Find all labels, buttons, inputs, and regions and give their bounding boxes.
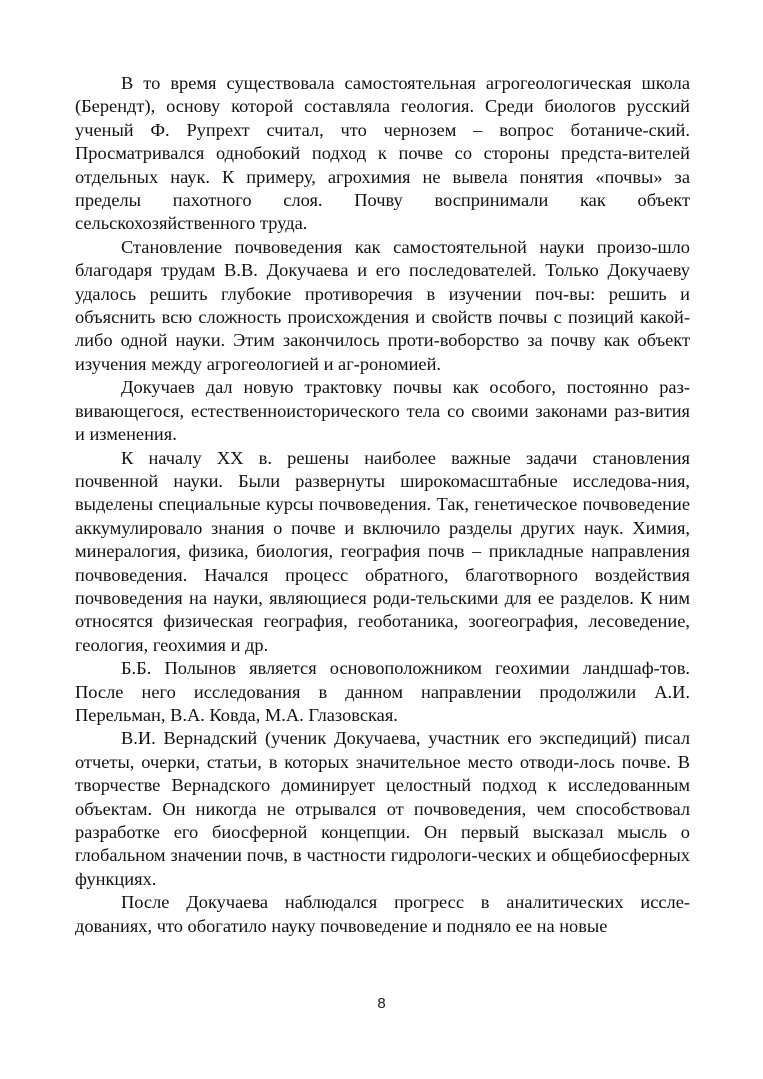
paragraph-polynov: Б.Б. Полынов является основоположником геохимии ландшаф-тов. После него исследования в данном направлении продолжили А.И. Перельман, В.А. Ковда, М.А. Глазовская. [75,658,690,725]
paragraph-after-dokuchaev: После Докучаева наблюдался прогресс в аналитических иссле-дованиях, что обогатило науку почвоведение и подняло ее на новые [75,892,690,936]
paragraph-twentieth-century: К началу XX в. решены наиболее важные задачи становления почвенной науки. Были развернуты широкомасштабные исследова-ния, выделены специальные курсы почвоведения. Так, генетическое почвоведение аккумулировало знания о почве и включило разделы других наук. Химия, минералогия, физика, биология, география почв – прикладные направления почвоведения. Начался процесс обратного, благотворного воздействия почвоведения на науки, являющиеся роди-тельскими для ее разделов. К ним относятся физическая география, геоботаника, зоогеография, лесоведение, геология, геохимия и др. [75,447,690,655]
page-number: 8 [377,995,386,1012]
paragraph-agrogeology-school: В то время существовала самостоятельная агрогеологическая школа (Берендт), основу которой составляла геология. Среди биологов русский ученый Ф. Рупрехт считал, что чернозем – вопрос ботаниче-ский. Просматривался однобокий подход к почве со стороны предста-вителей отдельных наук. К примеру, агрохимия не вывела понятия «почвы» за пределы пахотного слоя. Почву воспринимали как объект сельскохозяйственного труда. [75,73,690,234]
paragraph-dokuchaev-interpretation: Докучаев дал новую трактовку почвы как особого, постоянно раз-вивающегося, естественноисторического тела со своими законами раз-вития и изменения. [75,377,690,445]
paragraph-vernadsky: В.И. Вернадский (ученик Докучаева, участник его экспедиций) писал отчеты, очерки, статьи, в которых значительное место отводи-лось почве. В творчестве Вернадского доминирует целостный подход к исследованным объектам. Он никогда не отрывался от почвоведения, чем способствовал разработке его биосферной концепции. Он первый высказал мысль о глобальном значении почв, в частности гидрологи-ческих и общебиосферных функциях. [75,728,690,889]
page-body [75,72,690,938]
paragraph-soil-science-formation: Становление почвоведения как самостоятельной науки произо-шло благодаря трудам В.В. Докучаева и его последователей. Только Докучаеву удалось решить глубокие противоречия в изучении поч-вы: решить и объяснить всю сложность происхождения и свойств почвы с позиций какой-либо одной науки. Этим закончилось проти-воборство за почву как объект изучения между агрогеологией и аг-рономией. [75,236,690,374]
